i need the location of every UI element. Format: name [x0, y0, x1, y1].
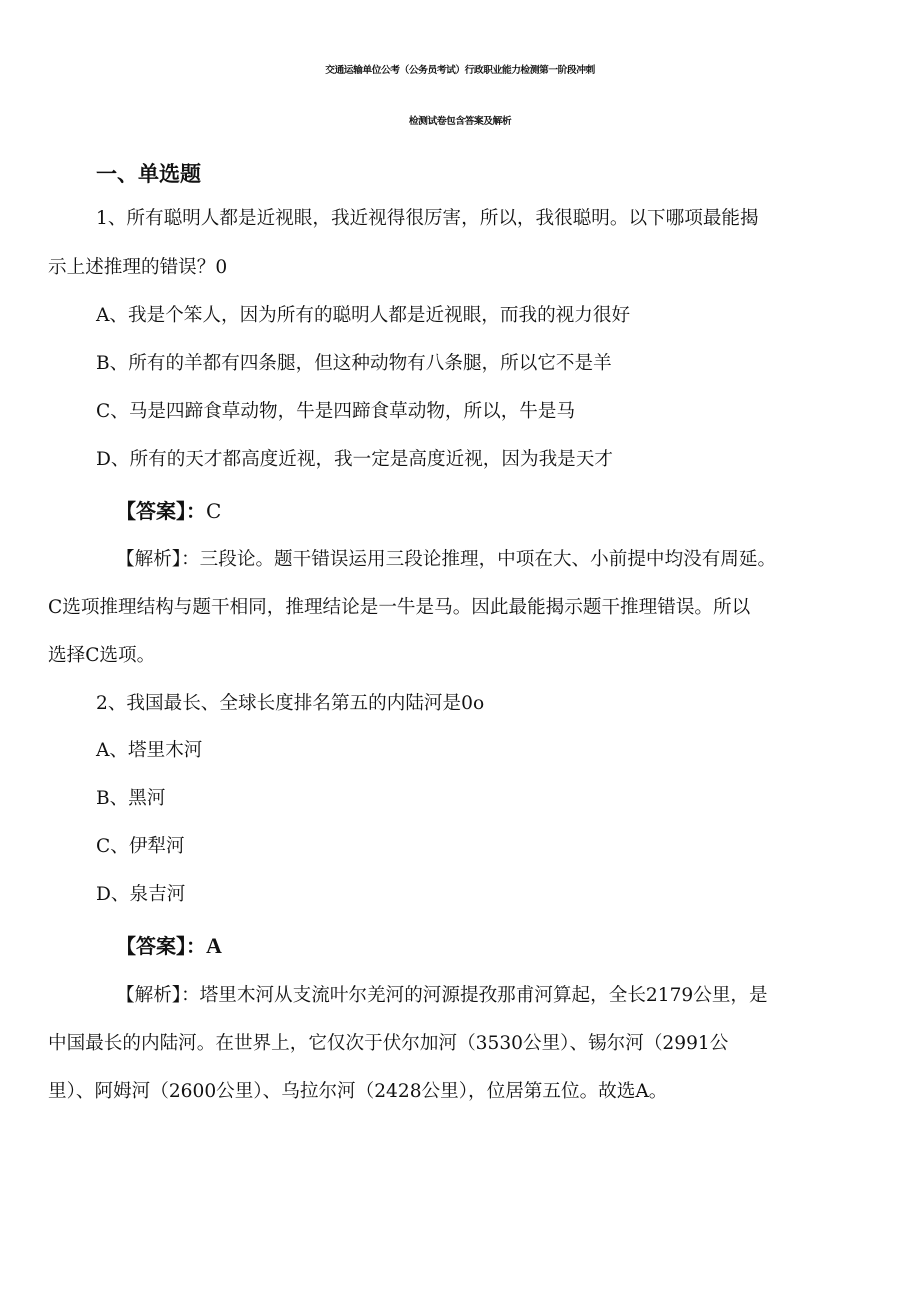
- question-1-explanation-line-3: 选择C选项。: [48, 645, 156, 666]
- document-title-line-2: 检测试卷包含答案及解析: [408, 116, 512, 127]
- question-1-option-d: D、所有的天才都高度近视，我一定是高度近视，因为我是天才: [96, 449, 613, 470]
- question-1-explanation-line-1: [116, 546, 776, 574]
- question-2-option-c: C、伊犁河: [96, 836, 185, 857]
- question-1-answer: [116, 497, 221, 525]
- explanation-label: 【解析】：: [116, 985, 200, 1006]
- question-2-explanation-line-3: 里）、阿姆河（2600公里）、乌拉尔河（2428公里），位居第五位。故选A。: [48, 1081, 668, 1102]
- question-2-explanation-line-1: [116, 982, 768, 1010]
- explanation-text: 塔里木河从支流叶尔羌河的河源提孜那甫河算起，全长2179公里，是: [199, 985, 768, 1006]
- answer-label: 【答案】：: [116, 934, 206, 958]
- answer-value: A: [206, 933, 222, 958]
- question-1-option-a: A、我是个笨人，因为所有的聪明人都是近视眼，而我的视力很好: [96, 305, 631, 326]
- question-2-explanation-line-2: 中国最长的内陆河。在世界上，它仅次于伏尔加河（3530公里）、锡尔河（2991公: [48, 1033, 729, 1054]
- question-1-option-c: C、马是四蹄食草动物，牛是四蹄食草动物，所以，牛是马: [96, 401, 576, 422]
- question-1-explanation-line-2: C选项推理结构与题干相同，推理结论是一牛是马。因此最能揭示题干推理错误。所以: [48, 597, 751, 618]
- question-2-option-a: A、塔里木河: [96, 740, 203, 761]
- question-1-option-b: B、所有的羊都有四条腿，但这种动物有八条腿，所以它不是羊: [96, 353, 612, 374]
- question-2-option-b: B、黑河: [96, 788, 166, 809]
- explanation-text: 三段论。题干错误运用三段论推理，中项在大、小前提中均没有周延。: [199, 549, 777, 570]
- answer-label: 【答案】：: [116, 499, 206, 523]
- question-1-stem-line-1: 1、所有聪明人都是近视眼，我近视得很厉害，所以，我很聪明。以下哪项最能揭: [96, 208, 759, 229]
- question-2-answer: [116, 932, 222, 960]
- question-1-stem-line-2: 示上述推理的错误？0: [48, 257, 228, 278]
- document-title-line-1: 交通运输单位公考（公务员考试）行政职业能力检测第一阶段冲刺: [325, 65, 595, 76]
- question-2-option-d: D、泉吉河: [96, 884, 186, 905]
- question-2-stem: 2、我国最长、全球长度排名第五的内陆河是0o: [96, 693, 485, 714]
- explanation-label: 【解析】：: [116, 549, 200, 570]
- section-heading: 一、单选题: [96, 162, 201, 186]
- answer-value: C: [206, 499, 222, 523]
